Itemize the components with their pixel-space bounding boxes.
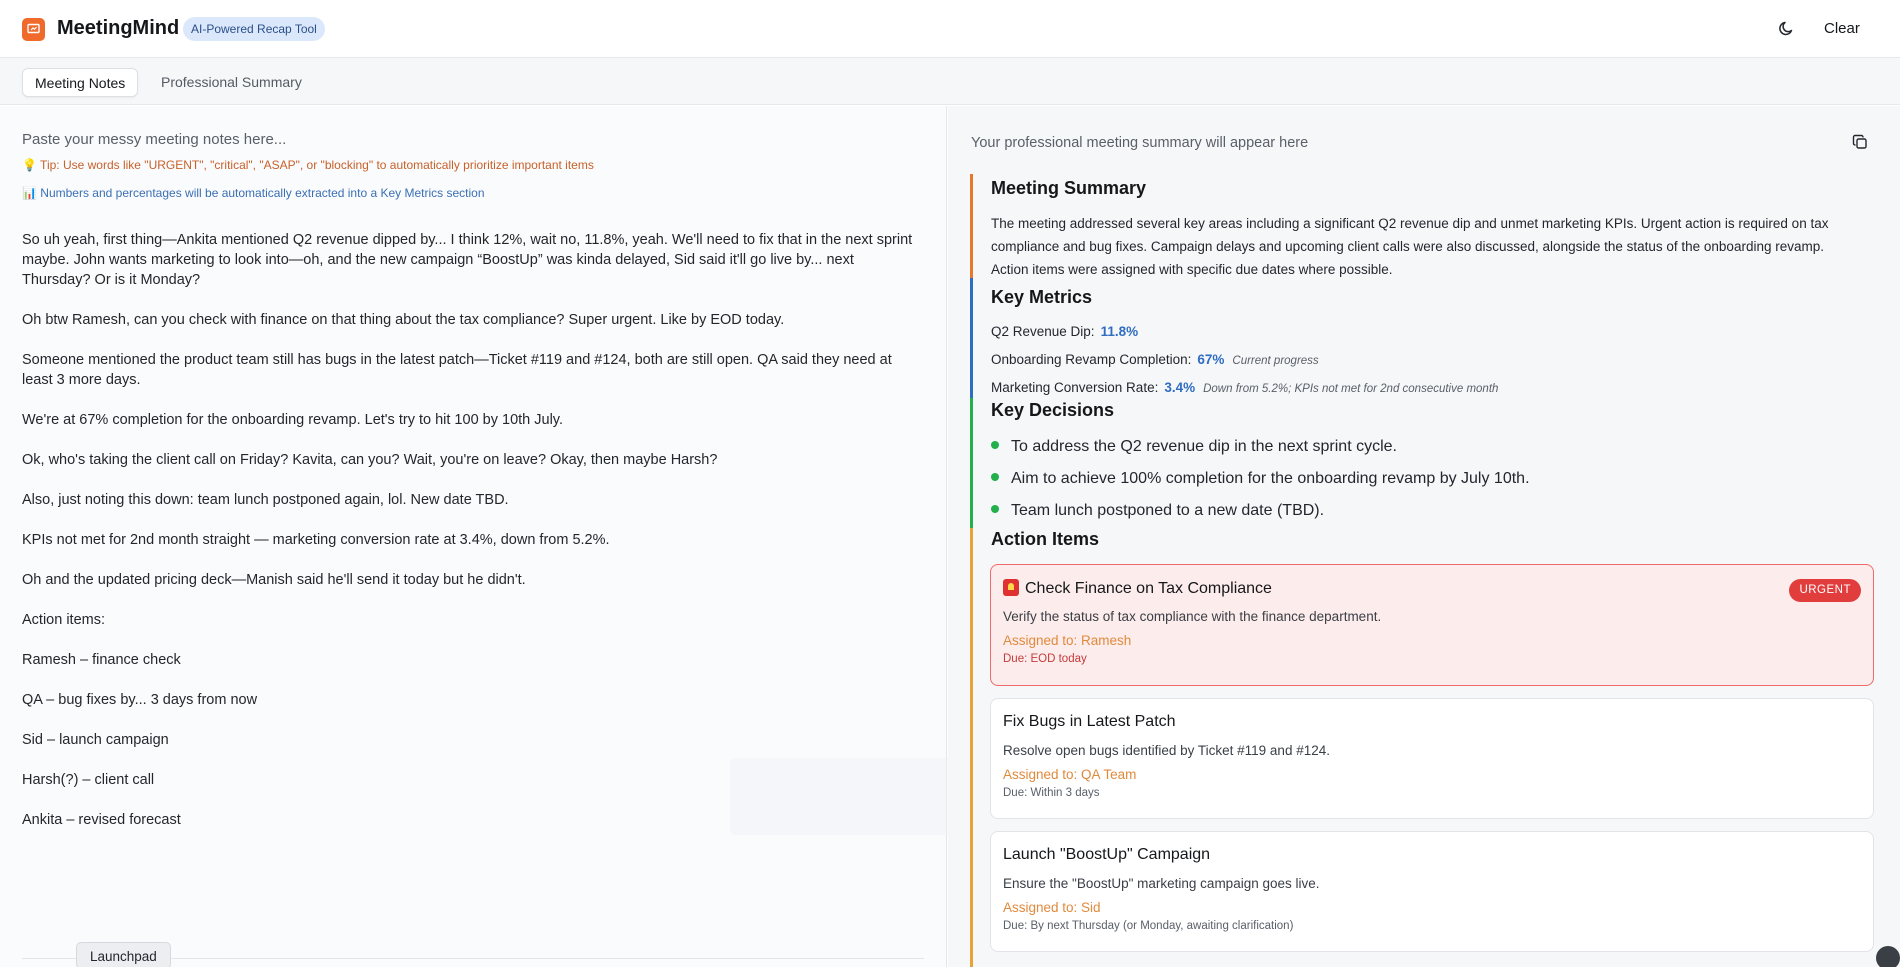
action-item-card — [990, 698, 1874, 819]
notes-paragraph: Ok, who's taking the client call on Friday? Kavita, can you? Wait, you're on leave? Okay, then maybe Harsh? — [22, 452, 718, 468]
notes-paragraph: Ankita – revised forecast — [22, 812, 181, 828]
summary-accent-bar — [970, 174, 973, 278]
action-item-assignee: Assigned to: QA Team — [1003, 767, 1137, 782]
action-item-title: Launch "BoostUp" Campaign — [1003, 846, 1211, 863]
tab-bar — [0, 58, 1900, 105]
action-item-description: Resolve open bugs identified by Ticket #119 and #124. — [1003, 743, 1330, 758]
tool-badge: AI-Powered Recap Tool — [183, 17, 325, 41]
action-item-due: Due: EOD today — [1003, 653, 1087, 665]
decision-item — [991, 470, 1530, 488]
action-items-title: Action Items — [991, 529, 1100, 549]
notes-paragraph: Sid – launch campaign — [22, 732, 169, 748]
meeting-summary-title: Meeting Summary — [991, 178, 1147, 198]
metrics-tip: 📊 Numbers and percentages will be automatically extracted into a Key Metrics section — [22, 186, 485, 200]
siren-icon — [1003, 579, 1019, 596]
decision-text: Aim to achieve 100% completion for the onboarding revamp by July 10th. — [1011, 470, 1530, 487]
tab-professional-summary[interactable]: Professional Summary — [161, 74, 302, 90]
notes-paragraph: Also, just noting this down: team lunch postponed again, lol. New date TBD. — [22, 492, 509, 508]
moon-icon[interactable] — [1778, 20, 1795, 42]
decisions-accent-bar — [970, 398, 973, 528]
copy-icon[interactable] — [1852, 134, 1868, 155]
metric-note: Current progress — [1232, 355, 1319, 367]
chat-icon[interactable] — [1876, 946, 1900, 967]
notes-paragraph: Oh and the updated pricing deck—Manish said he'll send it today but he didn't. — [22, 572, 526, 588]
metric-value: 67% — [1197, 352, 1225, 367]
action-item-assignee: Assigned to: Sid — [1003, 900, 1101, 915]
launchpad-button[interactable]: Launchpad — [76, 942, 171, 967]
action-item-description: Verify the status of tax compliance with the finance department. — [1003, 609, 1382, 624]
metric-label: Marketing Conversion Rate: — [991, 380, 1159, 395]
action-item-description: Ensure the "BoostUp" marketing campaign goes live. — [1003, 876, 1320, 891]
notes-paragraph: So uh yeah, first thing—Ankita mentioned Q2 revenue dipped by... I think 12%, wait no, 11.8%, yeah. We'll need to fix that in the next sprint maybe. John wants marketing to look into—oh, and the new campaign “BoostUp” was kinda delayed, Sid said it'll go live by... next Thursday? Or is it Monday? — [22, 232, 913, 288]
bullet-dot — [991, 473, 999, 481]
metric-row — [991, 380, 1498, 395]
bullet-dot — [991, 505, 999, 513]
summary-placeholder: Your professional meeting summary will appear here — [971, 135, 1309, 151]
notes-paragraph: Action items: — [22, 612, 105, 628]
app-header — [0, 0, 1900, 58]
notes-panel[interactable] — [0, 106, 947, 967]
decision-item — [991, 502, 1324, 520]
action-item-assignee: Assigned to: Ramesh — [1003, 633, 1132, 648]
actions-accent-bar — [970, 528, 973, 967]
notes-textarea[interactable] — [22, 230, 922, 850]
metric-value: 3.4% — [1164, 380, 1196, 395]
notes-paragraph: We're at 67% completion for the onboarding revamp. Let's try to hit 100 by 10th July. — [22, 412, 563, 428]
action-item-title: Fix Bugs in Latest Patch — [1003, 713, 1176, 730]
notes-paragraph: Ramesh – finance check — [22, 652, 181, 668]
action-item-title — [1003, 579, 1272, 598]
notes-paragraph: QA – bug fixes by... 3 days from now — [22, 692, 258, 708]
metric-label: Onboarding Revamp Completion: — [991, 352, 1192, 367]
metrics-accent-bar — [970, 278, 973, 398]
metric-label: Q2 Revenue Dip: — [991, 324, 1095, 339]
action-item-card — [990, 564, 1874, 686]
action-item-title-text: Check Finance on Tax Compliance — [1025, 580, 1272, 597]
bullet-dot — [991, 441, 999, 449]
notes-paragraph: Someone mentioned the product team still has bugs in the latest patch—Ticket #119 and #124, both are still open. QA said they need at least 3 more days. — [22, 352, 892, 388]
notes-paragraph: Oh btw Ramesh, can you check with finance on that thing about the tax compliance? Super urgent. Like by EOD today. — [22, 312, 785, 328]
summary-panel — [948, 106, 1900, 967]
priority-tip: 💡 Tip: Use words like "URGENT", "critical", "ASAP", or "blocking" to automatically prioritize important items — [22, 158, 594, 172]
app-title: MeetingMind — [57, 17, 180, 39]
action-item-card — [990, 831, 1874, 952]
notes-paragraph: KPIs not met for 2nd month straight — marketing conversion rate at 3.4%, down from 5.2%. — [22, 532, 610, 548]
action-item-due: Due: By next Thursday (or Monday, awaiting clarification) — [1003, 920, 1294, 932]
metric-row — [991, 352, 1319, 367]
notes-placeholder: Paste your messy meeting notes here... — [22, 131, 287, 148]
meeting-summary-text: The meeting addressed several key areas including a significant Q2 revenue dip and unmet marketing KPIs. Urgent action is required on tax compliance and bug fixes. Campaign delays and upcoming client calls were also discussed, alongside the status of the onboarding revamp. Action items were assigned with specific due dates where possible. — [991, 216, 1829, 277]
presentation-icon — [22, 18, 45, 41]
metric-value: 11.8% — [1100, 324, 1139, 339]
key-decisions-title: Key Decisions — [991, 400, 1115, 420]
notes-paragraph: Harsh(?) – client call — [22, 772, 155, 788]
decision-text: Team lunch postponed to a new date (TBD). — [1011, 502, 1325, 519]
decision-text: To address the Q2 revenue dip in the next sprint cycle. — [1011, 438, 1397, 455]
clear-button[interactable]: Clear — [1824, 20, 1860, 37]
action-item-due: Due: Within 3 days — [1003, 787, 1100, 799]
key-metrics-title: Key Metrics — [991, 287, 1093, 307]
metric-row — [991, 324, 1138, 339]
metric-note: Down from 5.2%; KPIs not met for 2nd consecutive month — [1203, 383, 1499, 395]
urgent-badge: URGENT — [1789, 579, 1861, 602]
decision-item — [991, 438, 1397, 456]
tab-meeting-notes[interactable]: Meeting Notes — [22, 68, 138, 97]
